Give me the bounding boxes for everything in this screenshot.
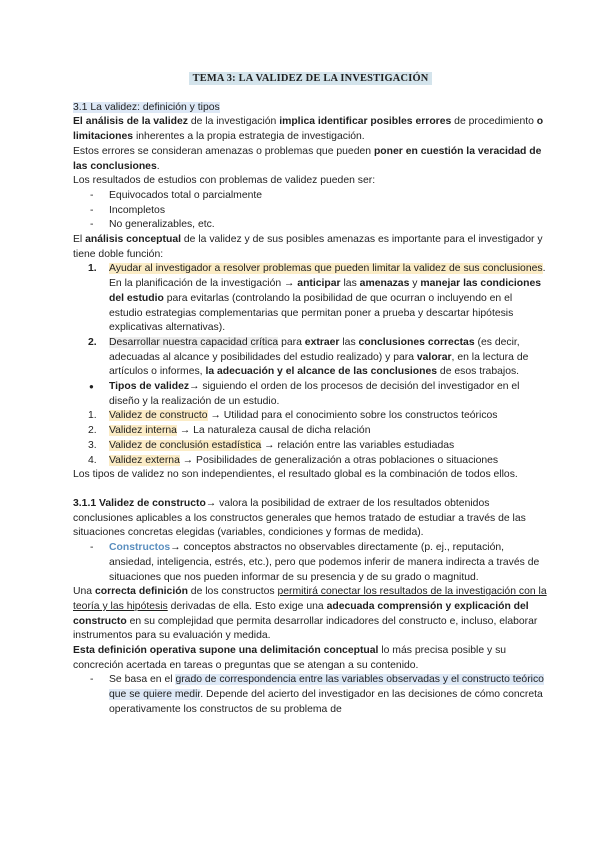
page-title: TEMA 3: LA VALIDEZ DE LA INVESTIGACIÓN bbox=[73, 72, 548, 87]
list-item: - Equivocados total o parcialmente bbox=[73, 189, 548, 204]
numbered-item-2: 2. Desarrollar nuestra capacidad crítica para extraer las conclusiones correctas (es decir, adecuadas al alcance y posibilidades del estudio realizado) y para valorar, en la lectura de artículos o informes, la adecuación y el alcance de las conclusiones de esos trabajos. bbox=[88, 336, 529, 378]
numbered-item-1: 1. Ayudar al investigador a resolver problemas que pueden limitar la validez de sus conclusiones. En la planificación de la investigación → anticipar las amenazas y manejar las condiciones del estudio para evitarlas (controlando la posibilidad de que ocurran o incluyendo en el estudio estrategias complementarias que permitan poner a prueba y descartar hipótesis explicativas alternativas). bbox=[88, 263, 546, 334]
list-item: - No generalizables, etc. bbox=[73, 218, 548, 233]
paragraph-conceptual-analysis: El análisis conceptual de la validez y de sus posibles amenazas es importante para el investigador y tiene doble función: bbox=[73, 234, 543, 260]
validity-type-item: 4. Validez externa → Posibilidades de generalización a otras poblaciones o situaciones bbox=[88, 454, 499, 466]
section-3-1-1: 3.1.1 Validez de constructo→ valora la posibilidad de extraer de los resultados obtenidos conclusiones aplicables a los constructos generales que hemos tratado de estudiar a través de las situaciones concretas elegidas (variables, condiciones y formas de medida). bbox=[73, 497, 526, 539]
correspondence-item: - Se basa en el grado de correspondencia entre las variables observadas y el constructo teórico que se quiere medir. Depende del acierto del investigador en las decisiones de cómo concreta operativamente los constructos de su problema de bbox=[73, 673, 548, 717]
paragraph-errors: Estos errores se consideran amenazas o problemas que pueden poner en cuestión la veracidad de las conclusiones. bbox=[73, 145, 542, 172]
bullet-icon: ● bbox=[89, 382, 94, 392]
dash-list bbox=[73, 189, 548, 233]
bullet-validity-types: ● Tipos de validez→ siguiendo el orden de los procesos de decisión del investigador en el diseño y la realización de un estudio. bbox=[89, 381, 520, 407]
constructs-item: - Constructos→ conceptos abstractos no observables directamente (p. ej., reputación, ansiedad, inteligencia, estrés, etc.), pero que podemos inferir de manera indirecta a través de situaciones que nos pueden informar de su presencia y de su grado o magnitud. bbox=[73, 541, 548, 585]
section-heading-3-1: 3.1 La validez: definición y tipos bbox=[73, 101, 220, 113]
list-item: - Incompletos bbox=[73, 204, 548, 219]
paragraph-definition: Una correcta definición de los constructos permitirá conectar los resultados de la investigación con la teoría y las hipótesis derivadas de ella. Esto exige una adecuada comprensión y explicación del constructo en su complejidad que permita desarrollar indicadores del constructo e, incluso, elaborar instrumentos para su evaluación y medida. bbox=[73, 586, 547, 642]
validity-type-item: 3. Validez de conclusión estadística → relación entre las variables estudiadas bbox=[88, 439, 455, 451]
validity-type-item: 2. Validez interna → La naturaleza causal de dicha relación bbox=[88, 425, 371, 437]
paragraph-operational-definition: Esta definición operativa supone una delimitación conceptual lo más precisa posible y su concreción acertada en tareas o preguntas que se atengan a su contenido. bbox=[73, 645, 507, 671]
paragraph-results: Los resultados de estudios con problemas de validez pueden ser: bbox=[73, 175, 376, 187]
paragraph-combination: Los tipos de validez no son independientes, el resultado global es la combinación de todos ellos. bbox=[73, 469, 518, 481]
paragraph-validity-analysis: El análisis de la validez de la investigación implica identificar posibles errores de procedimiento o limitaciones inherentes a la propia estrategia de investigación. bbox=[73, 116, 544, 143]
validity-type-item: 1. Validez de constructo → Utilidad para el conocimiento sobre los constructos teóricos bbox=[88, 410, 498, 422]
